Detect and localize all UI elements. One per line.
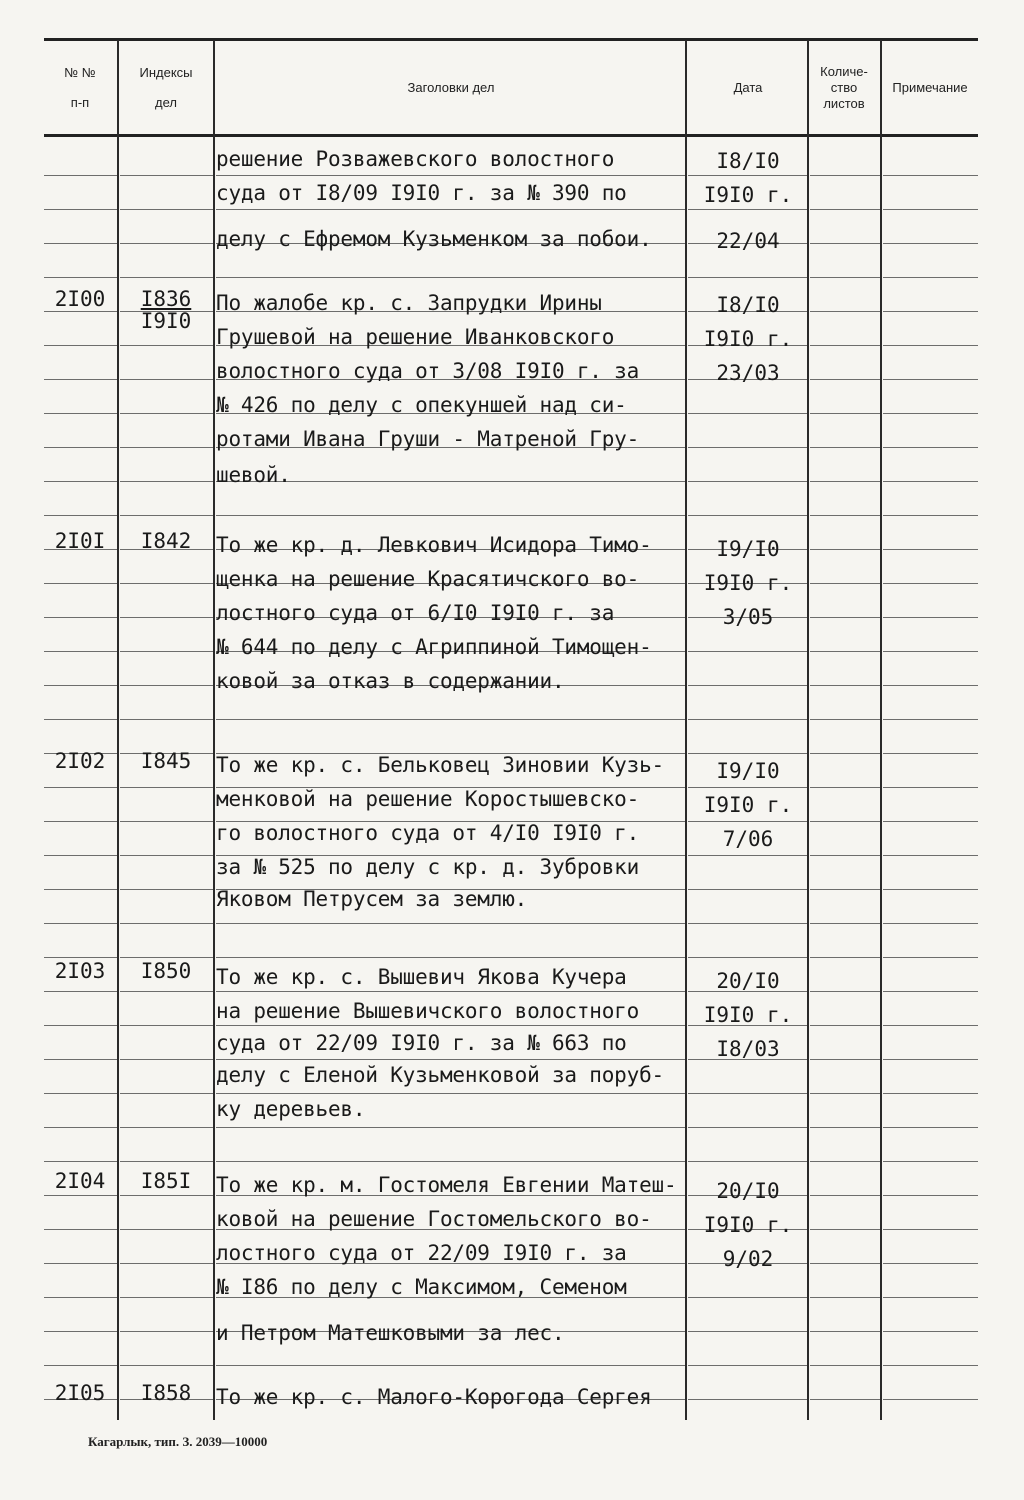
ruled-line bbox=[44, 1093, 117, 1094]
entry-text-line: делу с Ефремом Кузьменком за побои. bbox=[216, 227, 652, 251]
ruled-line bbox=[883, 685, 978, 686]
ruled-line bbox=[810, 413, 880, 414]
ruled-line bbox=[883, 617, 978, 618]
ruled-line bbox=[120, 345, 213, 346]
ruled-line bbox=[883, 447, 978, 448]
ruled-line bbox=[810, 1365, 880, 1366]
ruled-line bbox=[883, 787, 978, 788]
ruled-line bbox=[883, 889, 978, 890]
ruled-line bbox=[44, 1161, 117, 1162]
ruled-line bbox=[883, 1297, 978, 1298]
ruled-line bbox=[44, 1263, 117, 1264]
ruled-line bbox=[216, 175, 685, 176]
entry-number: 2I0I bbox=[54, 529, 106, 553]
ruled-line bbox=[688, 277, 807, 278]
ruled-line bbox=[44, 821, 117, 822]
ruled-line bbox=[810, 889, 880, 890]
entry-date: 22/04 bbox=[716, 229, 780, 253]
ruled-line bbox=[883, 991, 978, 992]
ruled-line bbox=[883, 1365, 978, 1366]
ruled-line bbox=[810, 277, 880, 278]
entry-text-line: за № 525 по делу с кр. д. Зубровки bbox=[216, 855, 640, 879]
ruled-line bbox=[883, 1331, 978, 1332]
ruled-line bbox=[44, 1229, 117, 1230]
ruled-line bbox=[44, 413, 117, 414]
ruled-line bbox=[216, 209, 685, 210]
entry-index: I842 bbox=[140, 529, 192, 553]
ruled-line bbox=[120, 277, 213, 278]
ruled-line bbox=[44, 447, 117, 448]
ruled-line bbox=[44, 787, 117, 788]
entry-text-line: То же кр. м. Гостомеля Евгении Матеш- bbox=[216, 1173, 677, 1197]
ruled-line bbox=[883, 243, 978, 244]
ruled-line bbox=[883, 1059, 978, 1060]
entry-number: 2I03 bbox=[54, 959, 106, 983]
ruled-line bbox=[883, 651, 978, 652]
ruled-line bbox=[688, 1093, 807, 1094]
ruled-line bbox=[688, 1297, 807, 1298]
ruled-line bbox=[688, 1331, 807, 1332]
header-index-line2: дел bbox=[155, 95, 177, 110]
ruled-line bbox=[120, 447, 213, 448]
ruled-line bbox=[883, 583, 978, 584]
ruled-line bbox=[120, 1331, 213, 1332]
ruled-line bbox=[120, 1161, 213, 1162]
header-number bbox=[44, 44, 116, 132]
ruled-line bbox=[120, 1365, 213, 1366]
ruled-line bbox=[883, 855, 978, 856]
header-index bbox=[120, 44, 212, 132]
ruled-line bbox=[810, 379, 880, 380]
ruled-line bbox=[120, 651, 213, 652]
ruled-line bbox=[810, 549, 880, 550]
ruled-line bbox=[810, 1331, 880, 1332]
entry-text-line: То же кр. д. Левкович Исидора Тимо- bbox=[216, 533, 652, 557]
ruled-line bbox=[883, 413, 978, 414]
ruled-line bbox=[44, 515, 117, 516]
header-top-rule bbox=[44, 38, 978, 41]
ruled-line bbox=[688, 923, 807, 924]
entry-number: 2I02 bbox=[54, 749, 106, 773]
ruled-line bbox=[883, 923, 978, 924]
ruled-line bbox=[883, 957, 978, 958]
entry-index: I836 bbox=[140, 287, 192, 311]
header-title-text: Заголовки дел bbox=[407, 80, 495, 95]
column-divider bbox=[213, 40, 215, 1420]
ruled-line bbox=[688, 515, 807, 516]
ruled-line bbox=[883, 1399, 978, 1400]
entry-date: I9I0 г. bbox=[703, 1213, 793, 1237]
entry-text-line: № 644 по делу с Агриппиной Тимощен- bbox=[216, 635, 652, 659]
ruled-line bbox=[44, 991, 117, 992]
entry-date: I9I0 г. bbox=[703, 183, 793, 207]
ruled-line bbox=[688, 1399, 807, 1400]
header-sheets-line2: ство bbox=[830, 80, 858, 95]
entry-text-line: суда от 22/09 I9I0 г. за № 663 по bbox=[216, 1031, 627, 1055]
entry-text-line: решение Розважевского волостного bbox=[216, 147, 615, 171]
column-divider bbox=[117, 40, 119, 1420]
entry-text-line: и Петром Матешковыми за лес. bbox=[216, 1321, 565, 1345]
entry-text-line: на решение Вышевичского волостного bbox=[216, 999, 640, 1023]
entry-text-line: волостного суда от 3/08 I9I0 г. за bbox=[216, 359, 640, 383]
ruled-line bbox=[810, 345, 880, 346]
entry-text-line: менковой на решение Коростышевско- bbox=[216, 787, 640, 811]
ruled-line bbox=[44, 243, 117, 244]
ruled-line bbox=[44, 685, 117, 686]
ruled-line bbox=[44, 1025, 117, 1026]
ruled-line bbox=[120, 1025, 213, 1026]
ruled-line bbox=[120, 821, 213, 822]
ruled-line bbox=[120, 1195, 213, 1196]
ruled-line bbox=[883, 311, 978, 312]
header-sheets bbox=[808, 44, 880, 132]
ruled-line bbox=[216, 1059, 685, 1060]
ruled-line bbox=[810, 685, 880, 686]
ruled-line bbox=[883, 481, 978, 482]
ruled-line bbox=[883, 821, 978, 822]
ruled-line bbox=[688, 719, 807, 720]
header-date-text: Дата bbox=[733, 80, 763, 95]
entry-text-line: го волостного суда от 4/I0 I9I0 г. bbox=[216, 821, 640, 845]
entry-date: I8/I0 bbox=[716, 149, 780, 173]
entry-text-line: ковой на решение Гостомельского во- bbox=[216, 1207, 652, 1231]
ruled-line bbox=[810, 753, 880, 754]
entry-number: 2I04 bbox=[54, 1169, 106, 1193]
ruled-line bbox=[810, 855, 880, 856]
ruled-line bbox=[44, 481, 117, 482]
entry-text-line: То же кр. с. Бельковец Зиновии Кузь- bbox=[216, 753, 664, 777]
ruled-line bbox=[120, 209, 213, 210]
ruled-line bbox=[120, 379, 213, 380]
ruled-line bbox=[883, 277, 978, 278]
ruled-line bbox=[810, 1093, 880, 1094]
ruled-line bbox=[883, 345, 978, 346]
entry-text-line: лостного суда от 6/I0 I9I0 г. за bbox=[216, 601, 615, 625]
entry-date: I9I0 г. bbox=[703, 1003, 793, 1027]
ruled-line bbox=[120, 685, 213, 686]
ruled-line bbox=[883, 1161, 978, 1162]
entry-text-line: щенка на решение Красятичского во- bbox=[216, 567, 640, 591]
ruled-line bbox=[810, 1161, 880, 1162]
entry-index: I850 bbox=[140, 959, 192, 983]
ruled-line bbox=[216, 923, 685, 924]
ruled-line bbox=[883, 1093, 978, 1094]
ruled-line bbox=[688, 413, 807, 414]
ruled-line bbox=[883, 175, 978, 176]
ruled-line bbox=[810, 209, 880, 210]
ruled-line bbox=[810, 175, 880, 176]
entry-number: 2I00 bbox=[54, 287, 106, 311]
ruled-line bbox=[883, 379, 978, 380]
entry-text-line: Грушевой на решение Иванковского bbox=[216, 325, 615, 349]
ruled-line bbox=[810, 787, 880, 788]
entry-date: 7/06 bbox=[722, 827, 774, 851]
ruled-line bbox=[44, 175, 117, 176]
entry-text-line: делу с Еленой Кузьменковой за поруб- bbox=[216, 1063, 664, 1087]
ruled-line bbox=[810, 583, 880, 584]
header-number-line2: п-п bbox=[70, 95, 90, 110]
ruled-line bbox=[216, 957, 685, 958]
ruled-line bbox=[883, 1025, 978, 1026]
ruled-line bbox=[688, 447, 807, 448]
ruled-line bbox=[688, 685, 807, 686]
ruled-line bbox=[810, 311, 880, 312]
ruled-line bbox=[44, 1297, 117, 1298]
ruled-line bbox=[44, 277, 117, 278]
entry-text-line: То же кр. с. Малого-Корогода Сергея bbox=[216, 1385, 652, 1409]
ruled-line bbox=[216, 991, 685, 992]
ruled-line bbox=[44, 1331, 117, 1332]
ruled-line bbox=[120, 583, 213, 584]
ruled-line bbox=[883, 719, 978, 720]
ruled-line bbox=[44, 1365, 117, 1366]
entry-number: 2I05 bbox=[54, 1381, 106, 1405]
entry-date: 20/I0 bbox=[716, 1179, 780, 1203]
ruled-line bbox=[120, 719, 213, 720]
entry-text-line: ку деревьев. bbox=[216, 1097, 366, 1121]
ruled-line bbox=[44, 379, 117, 380]
ruled-line bbox=[688, 1365, 807, 1366]
ruled-line bbox=[120, 1229, 213, 1230]
printer-imprint: Кагарлык, тип. З. 2039—10000 bbox=[88, 1434, 268, 1449]
entry-text-line: суда от I8/09 I9I0 г. за № 390 по bbox=[216, 181, 627, 205]
entry-date: I9I0 г. bbox=[703, 327, 793, 351]
ruled-line bbox=[44, 1059, 117, 1060]
ruled-line bbox=[810, 1195, 880, 1196]
ruled-line bbox=[688, 481, 807, 482]
ruled-line bbox=[216, 1093, 685, 1094]
ruled-line bbox=[44, 617, 117, 618]
ruled-line bbox=[120, 243, 213, 244]
ruled-line bbox=[883, 549, 978, 550]
ruled-line bbox=[688, 957, 807, 958]
ruled-line bbox=[44, 719, 117, 720]
ruled-line bbox=[810, 923, 880, 924]
ruled-line bbox=[216, 1127, 685, 1128]
ruled-line bbox=[688, 209, 807, 210]
ruled-line bbox=[44, 1127, 117, 1128]
ruled-line bbox=[120, 1127, 213, 1128]
entry-text-line: лостного суда от 22/09 I9I0 г. за bbox=[216, 1241, 627, 1265]
ruled-line bbox=[120, 617, 213, 618]
ruled-line bbox=[883, 1195, 978, 1196]
ruled-line bbox=[810, 617, 880, 618]
ruled-line bbox=[120, 1059, 213, 1060]
ruled-line bbox=[688, 889, 807, 890]
entry-text-line: № I86 по делу с Максимом, Семеном bbox=[216, 1275, 627, 1299]
column-divider bbox=[880, 40, 882, 1420]
entry-date: I9/I0 bbox=[716, 537, 780, 561]
entry-date: I9/I0 bbox=[716, 759, 780, 783]
entry-date: I8/03 bbox=[716, 1037, 780, 1061]
header-note-text: Примечание bbox=[892, 80, 968, 95]
entry-index: I85I bbox=[140, 1169, 192, 1193]
ruled-line bbox=[810, 651, 880, 652]
ruled-line bbox=[120, 1093, 213, 1094]
ruled-line bbox=[44, 583, 117, 584]
entry-index: I858 bbox=[140, 1381, 192, 1405]
ruled-line bbox=[810, 1297, 880, 1298]
ruled-line bbox=[883, 753, 978, 754]
ruled-line bbox=[120, 855, 213, 856]
entry-text-line: ротами Ивана Груши - Матреной Гру- bbox=[216, 427, 640, 451]
entry-date: 23/03 bbox=[716, 361, 780, 385]
ruled-line bbox=[810, 1263, 880, 1264]
header-sheets-line3: листов bbox=[823, 96, 865, 111]
ruled-line bbox=[883, 515, 978, 516]
ruled-line bbox=[688, 753, 807, 754]
header-note bbox=[882, 44, 978, 132]
entry-index: I845 bbox=[140, 749, 192, 773]
ruled-line bbox=[810, 991, 880, 992]
entry-text-line: шевой. bbox=[216, 463, 291, 487]
ruled-line bbox=[883, 209, 978, 210]
ruled-line bbox=[216, 515, 685, 516]
ruled-line bbox=[120, 923, 213, 924]
entry-date: I9I0 г. bbox=[703, 571, 793, 595]
ruled-line bbox=[810, 447, 880, 448]
ruled-line bbox=[44, 889, 117, 890]
ruled-line bbox=[688, 1127, 807, 1128]
ruled-line bbox=[120, 481, 213, 482]
ruled-line bbox=[120, 515, 213, 516]
ruled-line bbox=[810, 515, 880, 516]
ruled-line bbox=[120, 1297, 213, 1298]
ruled-line bbox=[120, 889, 213, 890]
entry-index-second: I9I0 bbox=[140, 309, 192, 333]
ruled-line bbox=[120, 1263, 213, 1264]
header-number-line1: № № bbox=[64, 65, 96, 80]
ruled-line bbox=[44, 855, 117, 856]
ruled-line bbox=[44, 651, 117, 652]
entry-date: I9I0 г. bbox=[703, 793, 793, 817]
ruled-line bbox=[216, 1161, 685, 1162]
ruled-line bbox=[120, 787, 213, 788]
ruled-line bbox=[44, 1195, 117, 1196]
ruled-line bbox=[883, 1263, 978, 1264]
ruled-line bbox=[216, 719, 685, 720]
ruled-line bbox=[810, 1025, 880, 1026]
ruled-line bbox=[44, 923, 117, 924]
header-index-line1: Индексы bbox=[139, 65, 193, 80]
ruled-line bbox=[216, 1365, 685, 1366]
ruled-line bbox=[810, 1059, 880, 1060]
ruled-line bbox=[810, 1127, 880, 1128]
entry-text-line: Яковом Петрусем за землю. bbox=[216, 887, 528, 911]
ruled-line bbox=[216, 1025, 685, 1026]
entry-text-line: ковой за отказ в содержании. bbox=[216, 669, 565, 693]
ruled-line bbox=[810, 1229, 880, 1230]
header-sheets-line1: Количе- bbox=[820, 64, 868, 79]
ruled-line bbox=[883, 1127, 978, 1128]
header-date bbox=[688, 44, 808, 132]
ruled-line bbox=[688, 1161, 807, 1162]
ruled-line bbox=[688, 855, 807, 856]
ruled-line bbox=[216, 277, 685, 278]
ruled-line bbox=[810, 1399, 880, 1400]
entry-text-line: № 426 по делу с опекуншей над си- bbox=[216, 393, 627, 417]
ruled-line bbox=[810, 719, 880, 720]
ruled-line bbox=[810, 821, 880, 822]
ruled-line bbox=[120, 175, 213, 176]
entry-text-line: То же кр. с. Вышевич Якова Кучера bbox=[216, 965, 627, 989]
ruled-line bbox=[44, 209, 117, 210]
ruled-line bbox=[120, 991, 213, 992]
entry-date: I8/I0 bbox=[716, 293, 780, 317]
ruled-line bbox=[810, 957, 880, 958]
ruled-line bbox=[810, 243, 880, 244]
entry-date: 9/02 bbox=[722, 1247, 774, 1271]
ruled-line bbox=[44, 345, 117, 346]
ruled-line bbox=[120, 413, 213, 414]
ruled-line bbox=[810, 481, 880, 482]
ruled-line bbox=[688, 651, 807, 652]
ruled-line bbox=[688, 175, 807, 176]
header-bottom-rule bbox=[44, 134, 978, 137]
header-title bbox=[216, 44, 686, 132]
ruled-line bbox=[883, 1229, 978, 1230]
ruled-line bbox=[688, 787, 807, 788]
entry-date: 3/05 bbox=[722, 605, 774, 629]
ruled-line bbox=[688, 821, 807, 822]
entry-text-line: По жалобе кр. с. Запрудки Ирины bbox=[216, 291, 602, 315]
entry-date: 20/I0 bbox=[716, 969, 780, 993]
